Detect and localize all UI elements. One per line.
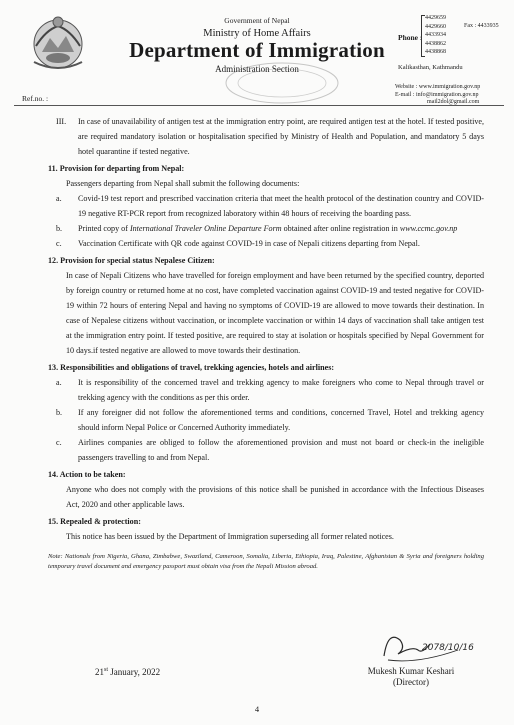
section-11-heading: 11. Provision for departing from Nepal: <box>48 164 185 173</box>
section-15-text: This notice has been issued by the Department of Immigration superseding all former related notices. <box>66 532 394 541</box>
email-link-2[interactable]: mail2dol@gmail.com <box>427 99 480 105</box>
section-15-heading: 15. Repealed & protection: <box>48 517 141 526</box>
government-name: Government of Nepal <box>224 16 290 25</box>
issue-date <box>95 667 160 677</box>
notice-body <box>48 114 484 572</box>
phone-label: Phone : <box>398 33 423 42</box>
signer-title: (Director) <box>393 677 429 687</box>
phone-number: 4438868 <box>425 49 446 55</box>
page-number: 4 <box>254 704 260 714</box>
clause-marker: III. <box>56 117 67 126</box>
list-item <box>48 236 484 251</box>
website-link[interactable]: Website : www.immigration.gov.np <box>395 84 481 90</box>
list-text: It is responsibility of the concerned travel and trekking agency to make foreigners who come to Nepal through travel or trekking agency with the conditions as per this order. <box>78 378 484 402</box>
list-marker: a. <box>56 378 62 387</box>
list-item <box>48 405 484 435</box>
form-name: International Traveler Online Departure Form <box>129 224 282 233</box>
phone-number: 4433934 <box>425 32 446 38</box>
phone-number: 4429660 <box>425 23 446 30</box>
department-title: Department of Immigration <box>129 38 385 62</box>
contact-web <box>395 84 480 107</box>
clause-text: In case of unavailability of antigen test at the immigration entry point, are required antigen test at the hotel. If tested positive, are required mandatory isolation or hospitalisation specified by Ministry of Health and Population, and mandatory 5 days hotel quarantine if tested negative. <box>78 117 484 156</box>
section-14-text: Anyone who does not comply with the provisions of this notice shall be punished in accordance with the Infectious Diseases Act, 2020 and other applicable laws. <box>66 485 484 509</box>
section-11-intro: Passengers departing from Nepal shall submit the following documents: <box>66 179 300 188</box>
signer-block <box>346 666 476 688</box>
date-suffix: st <box>104 667 109 673</box>
signer-name: Mukesh Kumar Keshari <box>367 666 455 676</box>
fax-number: Fax : 4433935 <box>464 23 499 29</box>
list-item <box>48 375 484 405</box>
ministry-name: Ministry of Home Affairs <box>203 28 311 39</box>
list-text: Airlines companies are obliged to follow the aforementioned provision and must not board or check-in the ineligible passengers travelling to and from Nepal. <box>78 438 484 462</box>
official-stamp-icon <box>222 60 342 106</box>
phone-number: 4438862 <box>425 40 446 47</box>
header-divider <box>14 105 504 106</box>
date-rest: January, 2022 <box>108 667 161 677</box>
list-item <box>48 191 484 221</box>
section-14-heading: 14. Action to be taken: <box>48 470 126 479</box>
clause-iii <box>48 114 484 159</box>
list-marker: c. <box>56 239 62 248</box>
email-link[interactable]: E-mail : info@immigration.gov.np <box>395 91 479 98</box>
list-text: Covid-19 test report and prescribed vaccination criteria that meet the health protocol of the destination country and COVID-19 negative RT-PCR report from recognized laboratory within 48 hours of receiving the boarding pass. <box>78 194 484 218</box>
list-marker: b. <box>56 408 63 417</box>
signature-date: 2078/10/16 <box>422 643 474 653</box>
ref-number-label: Ref.no. : <box>22 94 49 103</box>
phone-number: 4429659 <box>425 15 446 21</box>
list-text: If any foreigner did not follow the aforementioned terms and conditions, concerned Travel, Hotel and trekking agency should inform Nepal Police or Concerned Authority immediately. <box>78 408 484 432</box>
address: Kalikasthan, Kathmandu <box>398 64 463 71</box>
ccmc-link[interactable]: www.ccmc.gov.np <box>399 224 458 233</box>
section-12-text: In case of Nepali Citizens who have travelled for foreign employment and have been returned by the specified country, deported by foreign country or returned home at no cost, have completed vaccination against COVID-19 and tested negative for COVID-19 within 72 hours of entering Nepal and having no symptoms of COVID-19 are allowed to move towards their destination. In case of Nepalese citizens without vaccination, or incomplete vaccination or within 14 days of vaccination shall take antigen test at the immigration entry point. If tested positive, are required to stay at isolation or hospitals specified by Nepal Government for 10 days.if tested negative are allowed to move towards their destination. <box>66 271 484 355</box>
list-marker: a. <box>56 194 62 203</box>
list-text: Vaccination Certificate with QR code against COVID-19 in case of Nepali citizens departing from Nepal. <box>78 239 420 248</box>
section-name: Administration Section <box>215 64 299 74</box>
list-item <box>48 435 484 465</box>
date-day: 21 <box>95 667 104 677</box>
list-text: obtained after online registration in <box>281 224 400 233</box>
list-item <box>48 221 484 236</box>
section-13-heading: 13. Responsibilities and obligations of travel, trekking agencies, hotels and airlines: <box>48 363 335 372</box>
signature-icon <box>378 620 478 668</box>
list-marker: b. <box>56 224 63 233</box>
list-marker: c. <box>56 438 62 447</box>
visa-note: Note: Nationals from Nigeria, Ghana, Zimbabwe, Swaziland, Cameroon, Somalia, Liberia, Ethiopia, Iraq, Palestine, Afghanistan & Syria and foreigners holding temporary travel document and emergency passport must obtain visa from the Nepali Mission abroad. <box>48 553 484 570</box>
list-text: Printed copy of <box>78 224 130 233</box>
phone-list <box>425 14 446 57</box>
section-12-heading: 12. Provision for special status Nepalese Citizen: <box>48 256 215 265</box>
